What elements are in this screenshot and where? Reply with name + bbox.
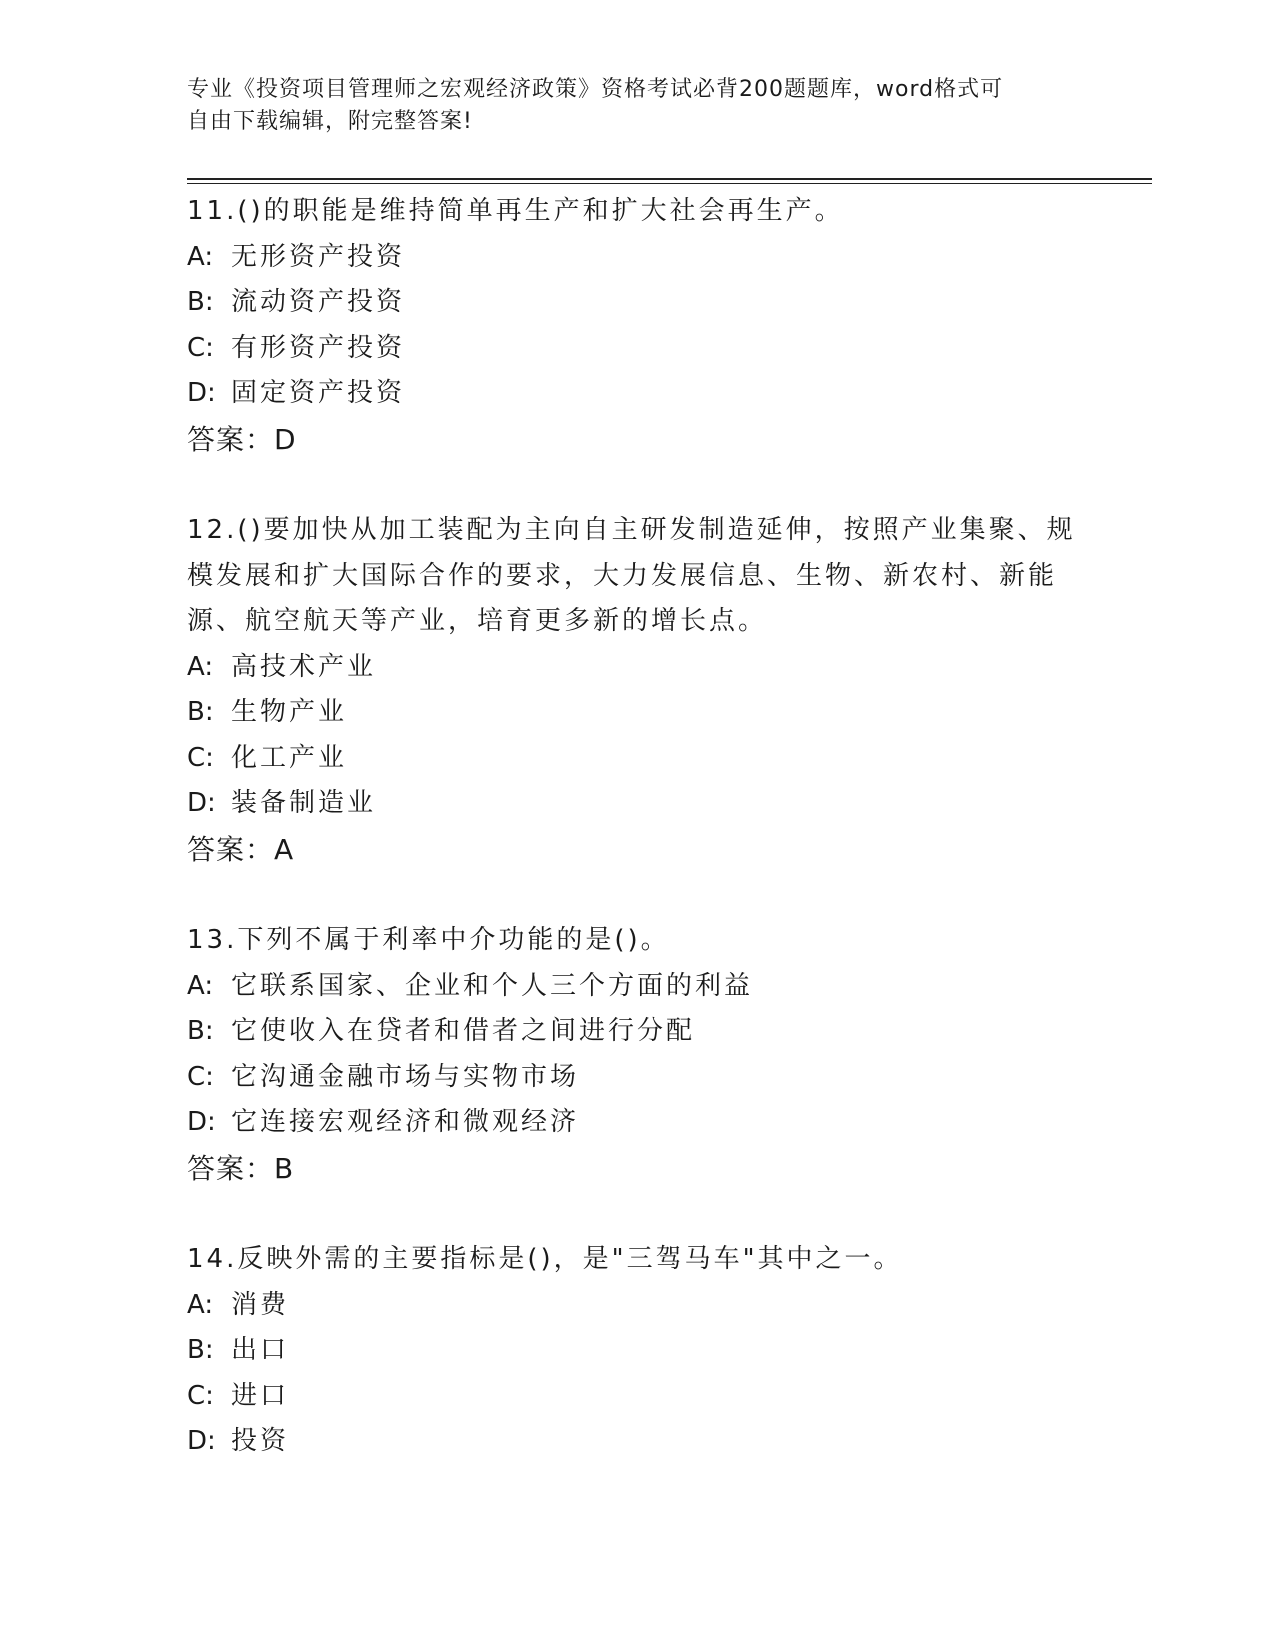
option-b <box>187 1009 1087 1055</box>
header-divider-thick <box>187 178 1152 180</box>
option-letter: B: <box>187 287 214 317</box>
question-13 <box>187 918 1087 1191</box>
header-line-2: 自由下载编辑，附完整答案! <box>187 109 473 134</box>
option-d <box>187 1419 1087 1465</box>
option-text: 流动资产投资 <box>231 287 406 317</box>
option-text: 装备制造业 <box>231 788 377 818</box>
option-a <box>187 1283 1087 1329</box>
option-text: 生物产业 <box>231 697 348 727</box>
option-letter: D: <box>187 378 216 408</box>
question-11 <box>187 189 1087 462</box>
option-b <box>187 280 1087 326</box>
option-a <box>187 645 1087 691</box>
answer-line: 答案：B <box>187 1151 295 1185</box>
question-12 <box>187 508 1087 872</box>
option-text: 它连接宏观经济和微观经济 <box>231 1107 580 1137</box>
option-text: 它联系国家、企业和个人三个方面的利益 <box>231 970 754 1001</box>
header-line-1: 专业《投资项目管理师之宏观经济政策》资格考试必背200题题库，word格式可 <box>187 77 1004 102</box>
option-text: 无形资产投资 <box>231 241 406 272</box>
question-stem-line-3: 源、航空航天等产业，培育更多新的增长点。 <box>187 606 768 636</box>
option-text: 固定资产投资 <box>231 378 406 408</box>
option-letter: B: <box>187 1335 214 1365</box>
option-c <box>187 1374 1087 1420</box>
option-letter: D: <box>187 1107 216 1137</box>
option-letter: B: <box>187 697 214 727</box>
option-letter: C: <box>187 1061 214 1092</box>
option-letter: C: <box>187 332 214 363</box>
answer-line: 答案：D <box>187 422 297 456</box>
option-text: 它沟通金融市场与实物市场 <box>231 1061 580 1092</box>
option-c <box>187 736 1087 782</box>
option-d <box>187 371 1087 417</box>
option-text: 投资 <box>231 1426 290 1456</box>
option-text: 出口 <box>231 1335 290 1365</box>
option-text: 化工产业 <box>231 742 348 773</box>
option-c <box>187 326 1087 372</box>
option-d <box>187 781 1087 827</box>
option-letter: B: <box>187 1016 214 1046</box>
option-b <box>187 1328 1087 1374</box>
option-a <box>187 235 1087 281</box>
option-letter: A: <box>187 651 214 682</box>
document-header <box>187 74 1067 138</box>
option-d <box>187 1100 1087 1146</box>
option-letter: C: <box>187 742 214 773</box>
answer-line: 答案：A <box>187 832 295 866</box>
option-text: 它使收入在贷者和借者之间进行分配 <box>231 1016 696 1046</box>
question-stem: 14.反映外需的主要指标是()，是"三驾马车"其中之一。 <box>187 1244 903 1274</box>
question-stem-line-2: 模发展和扩大国际合作的要求，大力发展信息、生物、新农村、新能 <box>187 560 1058 591</box>
option-text: 消费 <box>231 1289 290 1320</box>
question-stem-line-1: 12.()要加快从加工装配为主向自主研发制造延伸，按照产业集聚、规 <box>187 515 1076 545</box>
option-letter: D: <box>187 788 216 818</box>
option-text: 进口 <box>231 1380 290 1411</box>
option-letter: A: <box>187 1289 214 1320</box>
option-b <box>187 690 1087 736</box>
option-letter: A: <box>187 970 214 1001</box>
option-a <box>187 964 1087 1010</box>
question-stem: 13.下列不属于利率中介功能的是()。 <box>187 925 670 955</box>
header-divider-thin <box>187 183 1152 184</box>
option-letter: A: <box>187 241 214 272</box>
question-14 <box>187 1237 1087 1465</box>
option-letter: C: <box>187 1380 214 1411</box>
question-stem: 11.()的职能是维持简单再生产和扩大社会再生产。 <box>187 196 844 226</box>
option-text: 高技术产业 <box>231 651 377 682</box>
option-text: 有形资产投资 <box>231 332 406 363</box>
option-c <box>187 1055 1087 1101</box>
option-letter: D: <box>187 1426 216 1456</box>
